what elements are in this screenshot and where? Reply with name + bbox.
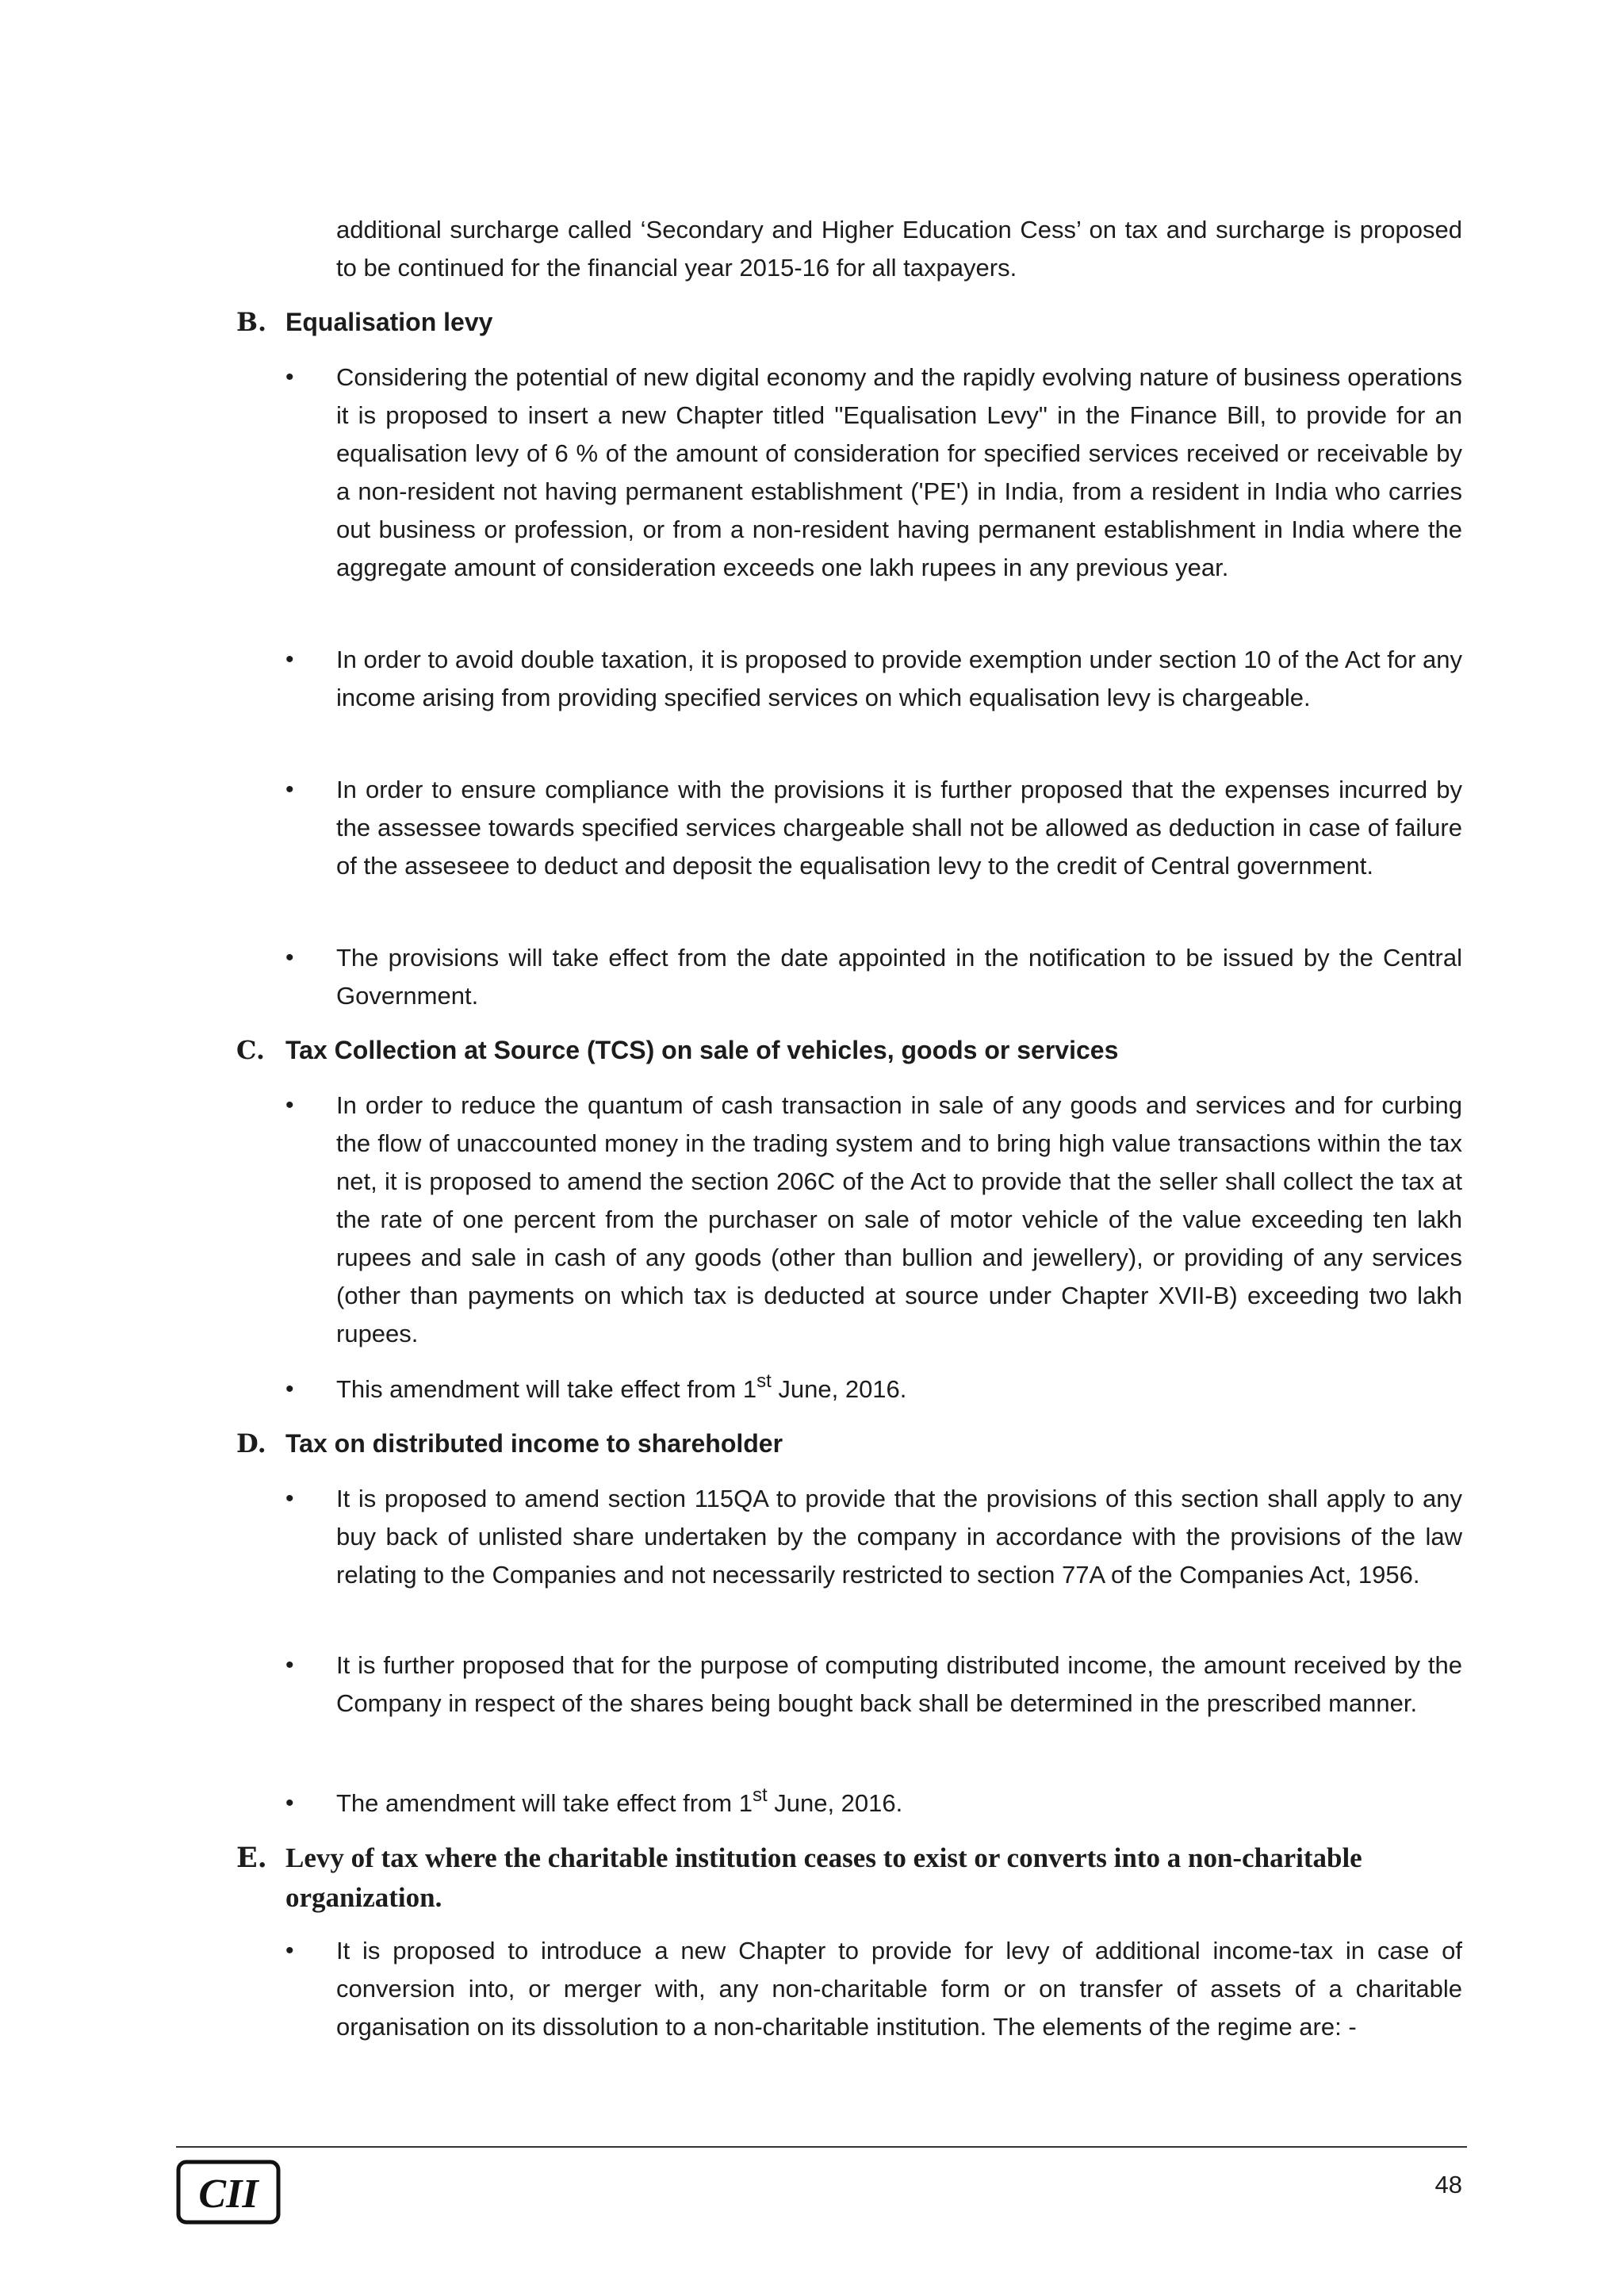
section-title: Tax Collection at Source (TCS) on sale of vehicles, goods or services <box>285 1036 1119 1064</box>
bullet-icon: • <box>285 364 294 390</box>
section-heading-d <box>236 1424 783 1462</box>
section-heading-b <box>236 303 492 341</box>
footer-divider <box>176 2146 1467 2148</box>
section-letter: B. <box>236 307 267 337</box>
list-item: • In order to reduce the quantum of cash transaction in sale of any goods and services and for curbing the flow of unaccounted money in the trading system and to bring high value transactions within the tax net, it is proposed to amend the section 206C of the Act to provide that the seller shall collect the tax at the rate of one percent from the purchaser on sale of motor vehicle of the value exceeding ten lakh rupees and sale in cash of any goods (other than bullion and jewellery), or providing of any services (other than payments on which tax is deducted at source under Chapter XVII-B) exceeding two lakh rupees. <box>285 1087 1462 1353</box>
list-item: • In order to avoid double taxation, it is proposed to provide exemption under section 10 of the Act for any income arising from providing specified services on which equalisation levy is chargeable. <box>285 641 1462 717</box>
list-item: • It is further proposed that for the purpose of computing distributed income, the amount received by the Company in respect of the shares being bought back shall be determined in the prescribed manner. <box>285 1646 1462 1723</box>
bullet-icon: • <box>285 646 294 673</box>
list-item: • Considering the potential of new digital economy and the rapidly evolving nature of business operations it is proposed to insert a new Chapter titled "Equalisation Levy" in the Finance Bill, to provide for an equalisation levy of 6 % of the amount of consideration for specified services received or receivable by a non-resident not having permanent establishment ('PE') in India, from a resident in India who carries out business or profession, or from a non-resident having permanent establishment in India where the aggregate amount of consideration exceeds one lakh rupees in any previous year. <box>285 358 1462 587</box>
section-letter: E. <box>236 1842 267 1874</box>
bullet-icon: • <box>285 1652 294 1678</box>
section-letter: C. <box>236 1035 266 1065</box>
section-heading-c <box>236 1031 1118 1069</box>
list-item: • It is proposed to introduce a new Chapter to provide for levy of additional income-tax in case of conversion into, or merger with, any non-charitable form or on transfer of assets of a charitable organisation on its dissolution to a non-charitable institution. The elements of the regime are: - <box>285 1932 1462 2046</box>
list-item: • It is proposed to amend section 115QA to provide that the provisions of this section shall apply to any buy back of unlisted share undertaken by the company in accordance with the provisions of the law relating to the Companies and not necessarily restricted to section 77A of the Companies Act, 1956. <box>285 1480 1462 1594</box>
cii-logo <box>176 2160 281 2225</box>
list-item: • In order to ensure compliance with the provisions it is further proposed that the expenses incurred by the assessee towards specified services chargeable shall not be allowed as deduction in case of failure of the asseseee to deduct and deposit the equalisation levy to the credit of Central government. <box>285 771 1462 885</box>
bullet-icon: • <box>285 776 294 803</box>
bullet-icon: • <box>285 1376 294 1402</box>
svg-text:CII: CII <box>198 2171 259 2217</box>
bullet-icon: • <box>285 1485 294 1512</box>
bullet-icon: • <box>285 945 294 971</box>
section-title: Levy of tax where the charitable institution ceases to exist or converts into a non-charitable organization. <box>285 1842 1362 1913</box>
bullet-icon: • <box>285 1938 294 1964</box>
page-number: 48 <box>1434 2171 1462 2198</box>
section-title: Tax on distributed income to shareholder <box>285 1429 783 1458</box>
list-item: • The provisions will take effect from the date appointed in the notification to be issued by the Central Government. <box>285 939 1462 1015</box>
list-item: • This amendment will take effect from 1st June, 2016. <box>285 1370 1462 1409</box>
bullet-icon: • <box>285 1092 294 1118</box>
list-item: • The amendment will take effect from 1st June, 2016. <box>285 1784 1462 1823</box>
intro-paragraph: additional surcharge called ‘Secondary and Higher Education Cess’ on tax and surcharge is proposed to be continued for the financial year 2015-16 for all taxpayers. <box>336 216 1462 282</box>
bullet-icon: • <box>285 1790 294 1816</box>
section-title: Equalisation levy <box>285 308 493 336</box>
section-letter: D. <box>236 1428 266 1458</box>
section-heading-e <box>236 1838 1426 1918</box>
